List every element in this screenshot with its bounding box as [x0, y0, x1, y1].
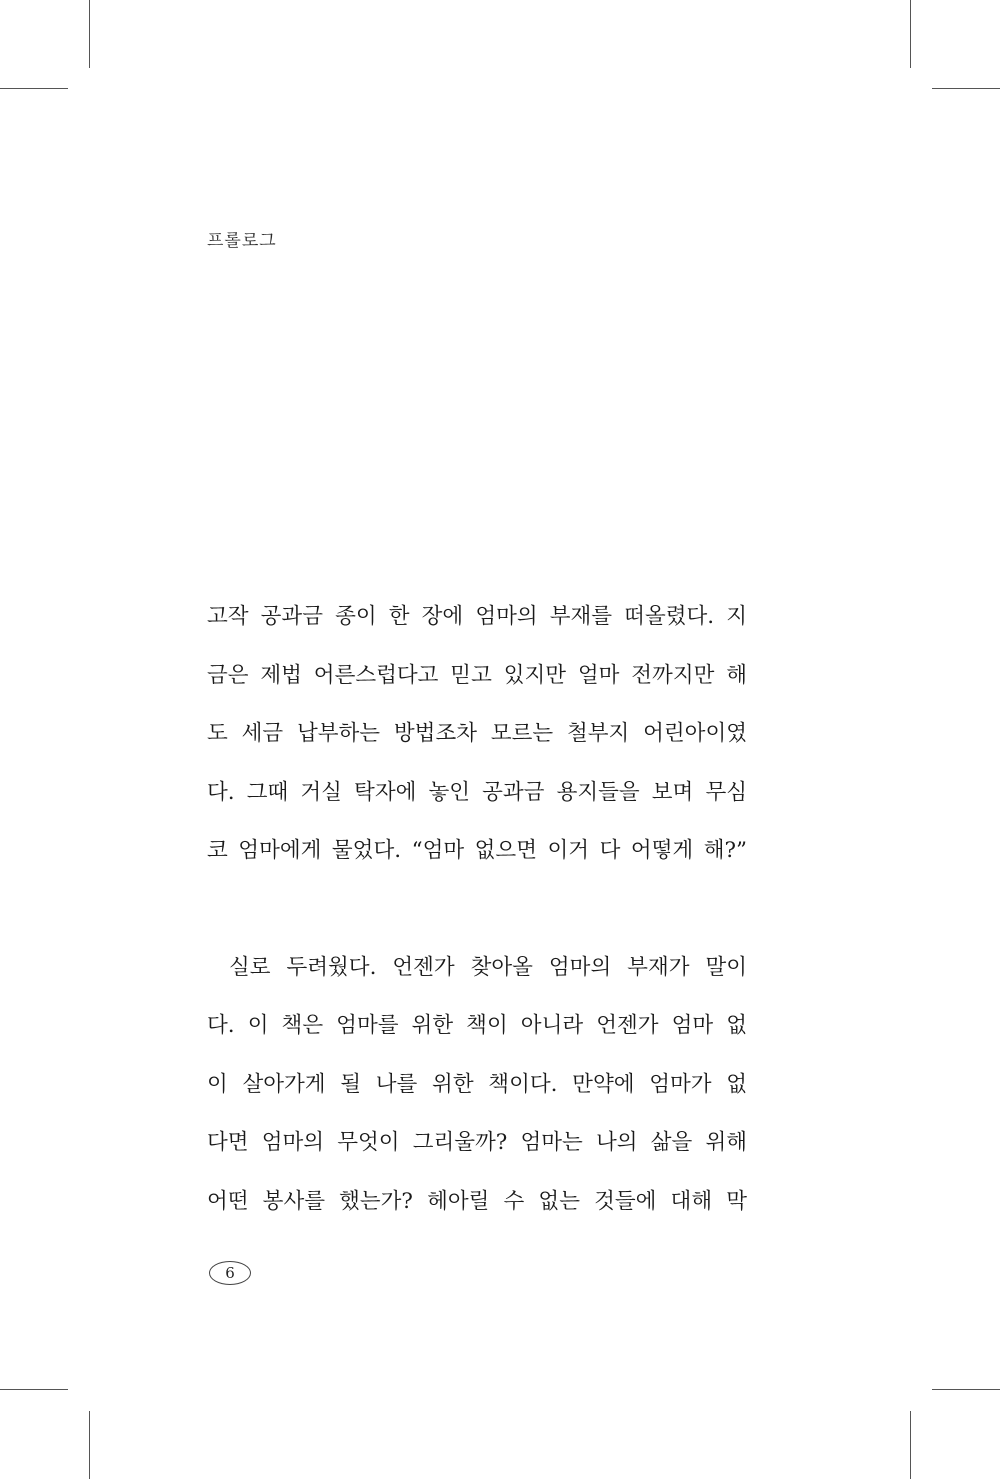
body-text — [207, 588, 747, 1231]
text-line: 어떤 봉사를 했는가? 헤아릴 수 없는 것들에 대해 막 — [207, 1188, 747, 1214]
text-line: 코 엄마에게 물었다. “엄마 없으면 이거 다 어떻게 해?” — [207, 838, 747, 863]
text-line: 다. 이 책은 엄마를 위한 책이 아니라 언젠가 엄마 없 — [207, 1013, 747, 1038]
text-line: 금은 제법 어른스럽다고 믿고 있지만 얼마 전까지만 해 — [207, 662, 747, 688]
text-line: 다면 엄마의 무엇이 그리울까? 엄마는 나의 삶을 위해 — [207, 1130, 747, 1155]
text-line: 고작 공과금 종이 한 장에 엄마의 부재를 떠올렸다. 지 — [207, 604, 747, 629]
paragraph-2 — [207, 939, 747, 1232]
crop-mark-top-right-vertical — [910, 0, 911, 68]
text-line: 다. 그때 거실 탁자에 놓인 공과금 용지들을 보며 무심 — [207, 779, 747, 805]
text-line: 도 세금 납부하는 방법조차 모르는 철부지 어린아이였 — [207, 721, 747, 746]
crop-mark-top-left-horizontal — [0, 88, 68, 89]
crop-mark-bottom-right-horizontal — [932, 1389, 1000, 1390]
text-line: 실로 두려웠다. 언젠가 찾아올 엄마의 부재가 말이 — [229, 954, 747, 980]
crop-mark-bottom-left-horizontal — [0, 1389, 68, 1390]
crop-mark-top-left-vertical — [89, 0, 90, 68]
paragraph-gap — [207, 881, 747, 939]
crop-mark-bottom-right-vertical — [910, 1411, 911, 1479]
crop-mark-bottom-left-vertical — [89, 1411, 90, 1479]
paragraph-1 — [207, 588, 747, 881]
page-number: 6 — [209, 1261, 251, 1285]
running-head: 프롤로그 — [207, 231, 277, 251]
crop-mark-top-right-horizontal — [932, 88, 1000, 89]
text-line: 이 살아가게 될 나를 위한 책이다. 만약에 엄마가 없 — [207, 1071, 747, 1097]
